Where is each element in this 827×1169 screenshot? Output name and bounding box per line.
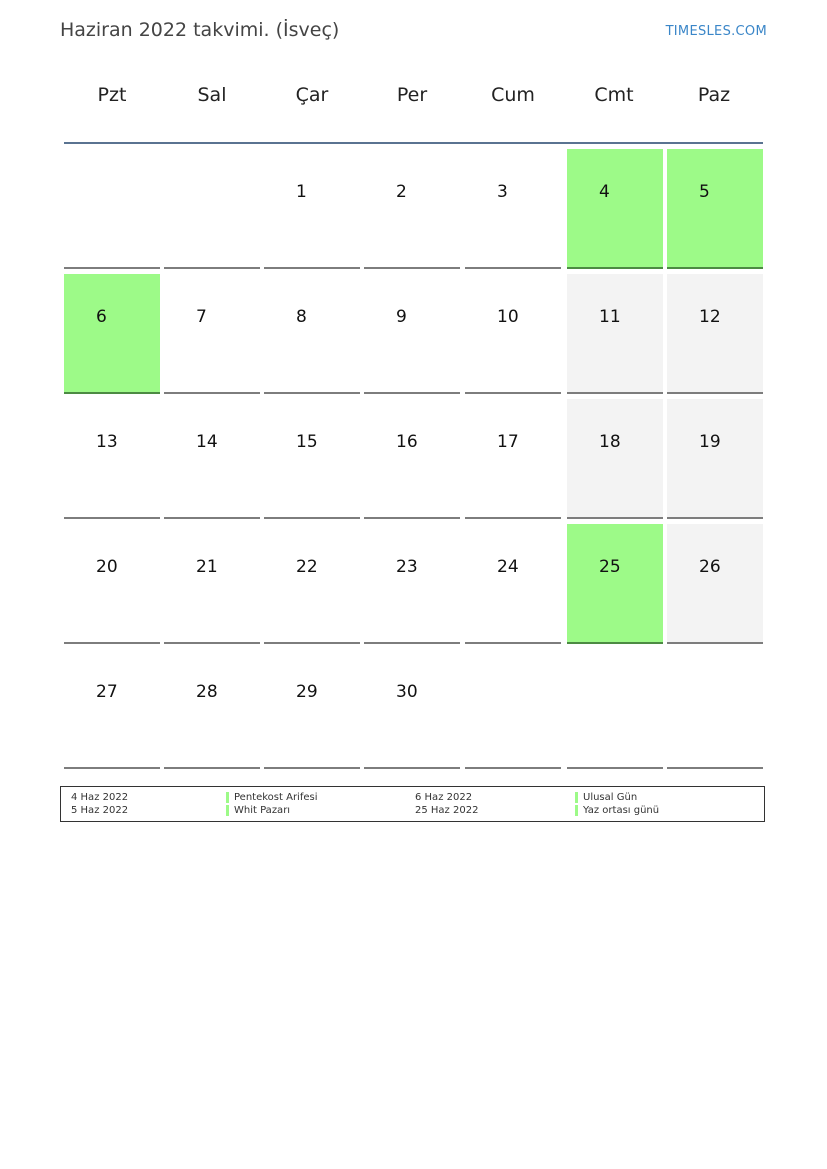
day-cell[interactable] [667,399,763,519]
day-cell[interactable] [364,649,460,769]
day-cell[interactable] [64,399,160,519]
weekday-header-row [62,84,764,124]
day-number: 9 [396,307,407,327]
day-cell[interactable] [164,399,260,519]
day-cell[interactable] [264,399,360,519]
day-cell[interactable] [465,149,561,269]
legend-date: 25 Haz 2022 [415,805,479,816]
day-cell[interactable] [264,649,360,769]
day-cell[interactable] [465,274,561,394]
day-number: 30 [396,682,418,702]
day-number: 29 [296,682,318,702]
day-cell[interactable] [64,649,160,769]
weekday-mon: Pzt [97,84,127,106]
day-cell[interactable] [465,399,561,519]
day-number: 14 [196,432,218,452]
day-number: 1 [296,182,307,202]
day-number: 21 [196,557,218,577]
holiday-legend [60,786,765,822]
day-number: 24 [497,557,519,577]
day-number: 22 [296,557,318,577]
holiday-day-cell[interactable] [567,149,663,269]
header-divider [64,142,763,144]
page-title: Haziran 2022 takvimi. (İsveç) [60,19,340,41]
day-cell[interactable] [264,149,360,269]
holiday-day-cell[interactable] [667,149,763,269]
legend-date: 6 Haz 2022 [415,792,473,803]
day-number: 20 [96,557,118,577]
legend-holiday-name: Yaz ortası günü [583,805,660,816]
legend-color-marker [575,805,578,816]
day-cell[interactable] [667,524,763,644]
day-number: 19 [699,432,721,452]
day-cell[interactable] [667,274,763,394]
day-number: 4 [599,182,610,202]
weekday-thu: Per [396,84,428,106]
legend-holiday-name: Whit Pazarı [234,805,291,816]
legend-date: 5 Haz 2022 [71,805,129,816]
day-cell[interactable] [364,274,460,394]
day-number: 5 [699,182,710,202]
day-cell[interactable] [164,274,260,394]
legend-holiday-name: Pentekost Arifesi [234,792,318,803]
day-cell[interactable] [164,524,260,644]
holiday-day-cell[interactable] [567,524,663,644]
day-number: 2 [396,182,407,202]
day-number: 18 [599,432,621,452]
day-number: 3 [497,182,508,202]
legend-date: 4 Haz 2022 [71,792,129,803]
weekday-sun: Paz [697,84,731,106]
calendar-grid [64,149,764,770]
legend-color-marker [226,805,229,816]
day-number: 8 [296,307,307,327]
holiday-day-cell[interactable] [64,274,160,394]
empty-day-cell [164,149,260,269]
weekday-tue: Sal [197,84,227,106]
day-cell[interactable] [364,399,460,519]
day-cell[interactable] [364,524,460,644]
brand-link[interactable]: TIMESLES.COM [665,24,767,39]
day-number: 15 [296,432,318,452]
legend-holiday-name: Ulusal Gün [583,792,638,803]
day-number: 7 [196,307,207,327]
day-cell[interactable] [567,274,663,394]
legend-color-marker [575,792,578,803]
legend-color-marker [226,792,229,803]
day-cell[interactable] [364,149,460,269]
day-number: 17 [497,432,519,452]
day-number: 23 [396,557,418,577]
weekday-sat: Cmt [594,84,634,106]
day-number: 28 [196,682,218,702]
day-number: 12 [699,307,721,327]
day-cell[interactable] [264,274,360,394]
weekday-wed: Çar [295,84,329,106]
day-number: 11 [599,307,621,327]
day-number: 16 [396,432,418,452]
empty-day-cell [465,649,561,769]
empty-day-cell [64,149,160,269]
day-number: 27 [96,682,118,702]
day-cell[interactable] [164,649,260,769]
day-number: 6 [96,307,107,327]
day-cell[interactable] [264,524,360,644]
day-number: 25 [599,557,621,577]
weekday-fri: Cum [491,84,535,106]
empty-day-cell [567,649,663,769]
day-number: 26 [699,557,721,577]
day-cell[interactable] [567,399,663,519]
day-number: 10 [497,307,519,327]
empty-day-cell [667,649,763,769]
day-number: 13 [96,432,118,452]
day-cell[interactable] [465,524,561,644]
day-cell[interactable] [64,524,160,644]
